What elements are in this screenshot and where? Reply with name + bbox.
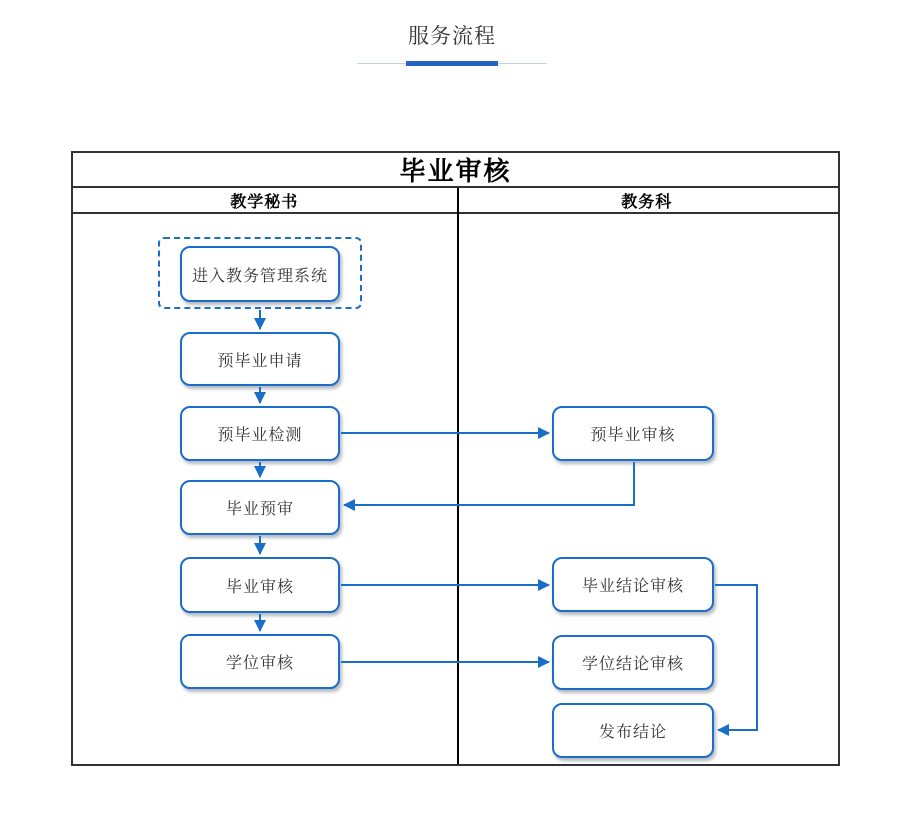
node-pre-grad-audit: 预毕业审核 bbox=[552, 406, 714, 461]
flowchart-title: 毕业审核 bbox=[73, 153, 838, 188]
flowchart-frame bbox=[71, 151, 840, 766]
arrow-conclusion-to-publish bbox=[715, 585, 757, 730]
title-underline bbox=[357, 63, 547, 64]
node-publish-conclusion: 发布结论 bbox=[552, 703, 714, 758]
node-grad-conclusion-audit: 毕业结论审核 bbox=[552, 557, 714, 612]
arrow-audit-back-to-prereview bbox=[344, 462, 634, 505]
node-grad-review: 毕业审核 bbox=[180, 557, 340, 613]
lane-headers bbox=[73, 188, 838, 214]
title-accent-bar bbox=[406, 61, 498, 66]
lane-header-teaching-secretary: 教学秘书 bbox=[230, 193, 299, 211]
page-title: 服务流程 bbox=[408, 25, 496, 48]
node-grad-pre-review: 毕业预审 bbox=[180, 480, 340, 535]
lane-divider bbox=[457, 188, 459, 764]
node-pre-grad-check: 预毕业检测 bbox=[180, 406, 340, 461]
node-pre-grad-apply: 预毕业申请 bbox=[180, 332, 340, 386]
node-degree-conclusion-audit: 学位结论审核 bbox=[552, 635, 714, 690]
node-degree-review: 学位审核 bbox=[180, 634, 340, 689]
lane-header-academic-affairs: 教务科 bbox=[621, 193, 673, 211]
page-header bbox=[0, 0, 904, 64]
node-enter-system: 进入教务管理系统 bbox=[180, 246, 340, 302]
